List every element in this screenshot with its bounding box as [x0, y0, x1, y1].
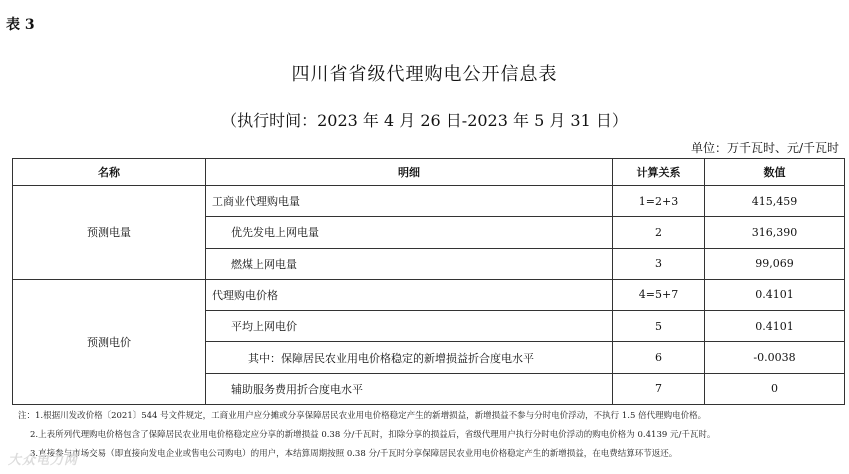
table-label: 表 3: [6, 17, 35, 33]
row-relation: 5: [613, 311, 705, 342]
info-table: [12, 158, 845, 405]
table-row: [13, 279, 845, 310]
row-value: 415,459: [705, 186, 845, 217]
table-header-row: [13, 159, 845, 186]
row-detail: 优先发电上网电量: [206, 217, 613, 248]
group-name-forecast-quantity: 预测电量: [13, 186, 206, 280]
execution-period: （执行时间：2023 年 4 月 26 日-2023 年 5 月 31 日）: [221, 111, 628, 130]
footnote-1: 注：1.根据川发改价格〔2021〕544 号文件规定，工商业用户应分摊或分享保障居民农业用电价格稳定产生的新增损益，新增损益不参与分时电价浮动，不执行 1.5 倍代理购电价格。: [18, 411, 707, 421]
column-header-name: 名称: [13, 159, 206, 186]
row-relation: 1=2+3: [613, 186, 705, 217]
row-relation: 6: [613, 342, 705, 373]
row-detail: 燃煤上网电量: [206, 248, 613, 279]
footnote-3: 3.直接参与市场交易（即直接向发电企业或售电公司购电）的用户，本结算周期按照 0.38 分/千瓦时分享保障居民农业用电价格稳定产生的新增损益，在电费结算环节返还。: [30, 449, 678, 459]
row-value: -0.0038: [705, 342, 845, 373]
column-header-detail: 明细: [206, 159, 613, 186]
footnote-2: 2.上表所列代理购电价格包含了保障居民农业用电价格稳定应分享的新增损益 0.38 分/千瓦时，扣除分享的损益后，省级代理用户执行分时电价浮动的购电价格为 0.4139 元/千瓦时。: [30, 430, 716, 440]
group-name-forecast-price: 预测电价: [13, 279, 206, 404]
row-value: 99,069: [705, 248, 845, 279]
row-detail: 代理购电价格: [206, 279, 613, 310]
document-title: 四川省省级代理购电公开信息表: [291, 64, 558, 85]
row-detail: 其中：保障居民农业用电价格稳定的新增损益折合度电水平: [206, 342, 613, 373]
column-header-relation: 计算关系: [613, 159, 705, 186]
row-relation: 4=5+7: [613, 279, 705, 310]
row-relation: 3: [613, 248, 705, 279]
row-value: 0.4101: [705, 279, 845, 310]
row-detail: 平均上网电价: [206, 311, 613, 342]
row-value: 316,390: [705, 217, 845, 248]
row-value: 0.4101: [705, 311, 845, 342]
row-detail: 工商业代理购电量: [206, 186, 613, 217]
row-relation: 7: [613, 373, 705, 404]
unit-label: 单位：万千瓦时、元/千瓦时: [690, 141, 839, 155]
column-header-value: 数值: [705, 159, 845, 186]
watermark-logo: 大众电力网: [8, 453, 79, 468]
table-row: [13, 186, 845, 217]
row-relation: 2: [613, 217, 705, 248]
row-detail: 辅助服务费用折合度电水平: [206, 373, 613, 404]
row-value: 0: [705, 373, 845, 404]
